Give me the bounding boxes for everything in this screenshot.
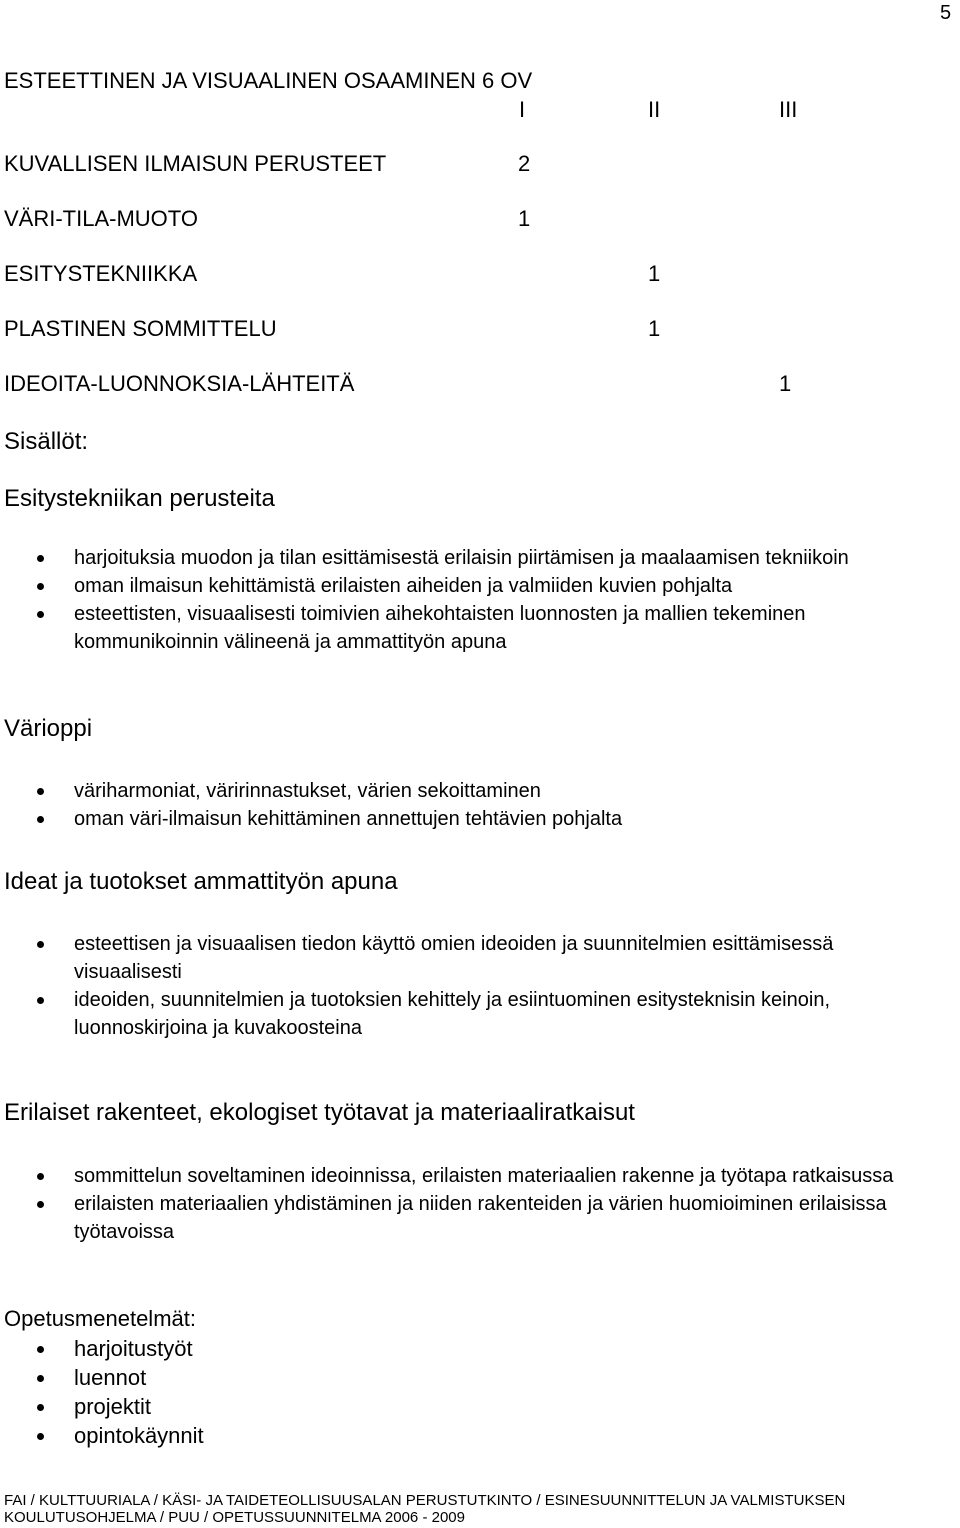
- list-item-text: harjoituksia muodon ja tilan esittämisestä erilaisin piirtämisen ja maalaamisen tekniikoin: [74, 547, 849, 569]
- list-item-text: väriharmoniat, väririnnastukset, värien sekoittaminen: [74, 780, 541, 802]
- bullet-icon: [37, 1404, 44, 1411]
- list-item: [0, 777, 960, 805]
- bullet-list: [0, 544, 960, 656]
- bullet-list: [0, 777, 960, 833]
- section-heading: Esitystekniikan perusteita: [4, 485, 275, 512]
- bullet-list: [0, 1162, 960, 1246]
- bullet-icon: [37, 583, 44, 590]
- section-heading: Ideat ja tuotokset ammattityön apuna: [4, 868, 398, 895]
- list-item: [0, 600, 960, 656]
- list-item-text: sommittelun soveltaminen ideoinnissa, erilaisten materiaalien rakenne ja työtapa ratkaisussa: [74, 1165, 894, 1187]
- module-credit: 1: [518, 206, 531, 231]
- bullet-icon: [37, 1201, 44, 1208]
- list-item: [0, 1162, 960, 1190]
- list-item-text: oman ilmaisun kehittämistä erilaisten aiheiden ja valmiiden kuvien pohjalta: [74, 575, 733, 597]
- list-item: [0, 1421, 960, 1450]
- module-credit: 1: [648, 316, 661, 341]
- section-heading: Värioppi: [4, 715, 93, 742]
- bullet-icon: [37, 941, 44, 948]
- list-item: [0, 572, 960, 600]
- footer-line-2: KOULUTUSOHJELMA / PUU / OPETUSSUUNNITELMA 2006 - 2009: [4, 1509, 465, 1526]
- module-credit: 1: [779, 371, 792, 396]
- list-item-text: luennot: [74, 1365, 147, 1390]
- bullet-icon: [37, 997, 44, 1004]
- bullet-icon: [37, 788, 44, 795]
- bullet-icon: [37, 611, 44, 618]
- bullet-icon: [37, 555, 44, 562]
- module-name: PLASTINEN SOMMITTELU: [4, 316, 277, 341]
- list-item-text: esteettisten, visuaalisesti toimivien aihekohtaisten luonnosten ja mallien tekeminen kommunikoinnin välineenä ja ammattityön apuna: [74, 603, 806, 653]
- module-name: VÄRI-TILA-MUOTO: [4, 206, 198, 231]
- footer-line-1: FAI / KULTTUURIALA / KÄSI- JA TAIDETEOLLISUUSALAN PERUSTUTKINTO / ESINESUUNNITTELUN JA VALMISTUKSEN: [4, 1492, 846, 1509]
- module-name: IDEOITA-LUONNOKSIA-LÄHTEITÄ: [4, 371, 355, 396]
- list-item: [0, 930, 960, 986]
- module-name: ESITYSTEKNIIKKA: [4, 261, 198, 286]
- module-credit: 2: [518, 151, 531, 176]
- bullet-list: [0, 930, 960, 1042]
- column-header-2: II: [648, 97, 661, 122]
- list-item-text: opintokäynnit: [74, 1423, 204, 1448]
- course-title: ESTEETTINEN JA VISUAALINEN OSAAMINEN 6 OV: [4, 68, 533, 93]
- list-item-text: projektit: [74, 1394, 152, 1419]
- list-item-text: oman väri-ilmaisun kehittäminen annettujen tehtävien pohjalta: [74, 808, 623, 830]
- bullet-icon: [37, 816, 44, 823]
- methods-heading: Opetusmenetelmät:: [4, 1306, 196, 1331]
- list-item: [0, 986, 960, 1042]
- list-item: [0, 1392, 960, 1421]
- module-name: KUVALLISEN ILMAISUN PERUSTEET: [4, 151, 387, 176]
- bullet-icon: [37, 1173, 44, 1180]
- page-number: 5: [940, 2, 952, 24]
- list-item: [0, 805, 960, 833]
- section-heading: Erilaiset rakenteet, ekologiset työtavat ja materiaaliratkaisut: [4, 1099, 635, 1126]
- list-item-text: erilaisten materiaalien yhdistäminen ja niiden rakenteiden ja värien huomioiminen erilaisissa työtavoissa: [74, 1193, 887, 1243]
- bullet-icon: [37, 1346, 44, 1353]
- column-header-1: I: [519, 97, 526, 122]
- list-item: [0, 1190, 960, 1246]
- list-item-text: ideoiden, suunnitelmien ja tuotoksien kehittely ja esiintuominen esitysteknisin keinoin, luonnoskirjoina ja kuvakoosteina: [74, 989, 830, 1039]
- list-item: [0, 544, 960, 572]
- list-item: [0, 1363, 960, 1392]
- methods-list: [0, 1334, 960, 1450]
- bullet-icon: [37, 1433, 44, 1440]
- list-item: [0, 1334, 960, 1363]
- contents-label: Sisällöt:: [4, 428, 89, 455]
- column-header-3: III: [779, 97, 798, 122]
- list-item-text: esteettisen ja visuaalisen tiedon käyttö omien ideoiden ja suunnitelmien esittämisessä visuaalisesti: [74, 933, 834, 983]
- list-item-text: harjoitustyöt: [74, 1336, 193, 1361]
- module-credit: 1: [648, 261, 661, 286]
- bullet-icon: [37, 1375, 44, 1382]
